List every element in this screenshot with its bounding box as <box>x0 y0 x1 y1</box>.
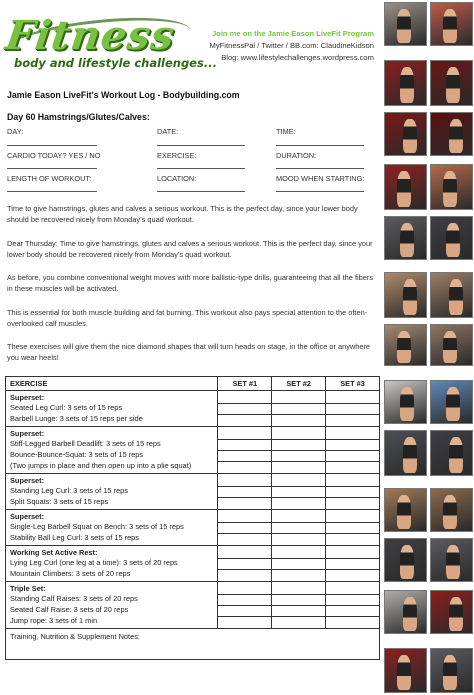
exercise-line: Standing Leg Curl: 3 sets of 15 reps <box>10 486 128 495</box>
logo-word: Fitness <box>2 12 179 59</box>
workout-table <box>5 376 380 660</box>
field-line <box>276 168 364 169</box>
intro-paragraph: As before, you combine conventional weight moves with more ballistic-type drills, guaranteeing that all the fibers in these muscles will be activated. <box>7 273 374 293</box>
exercise-line: Seated Calf Raise: 3 sets of 20 reps <box>10 605 129 614</box>
exercise-line: (Two jumps in place and then open up into a plie squat) <box>10 461 192 470</box>
exercise-photo <box>384 272 427 318</box>
set-1-cell[interactable] <box>218 546 272 582</box>
exercise-line: Single-Leg Barbell Squat on Bench: 3 sets of 15 reps <box>10 522 184 531</box>
social-handles: MyFitnessPal / Twitter / BB.com: ClaudineKidson <box>209 41 374 50</box>
exercise-block <box>6 546 218 582</box>
athlete-figure <box>446 223 460 257</box>
set-3-cell[interactable] <box>326 391 380 427</box>
set-3-cell[interactable] <box>326 474 380 510</box>
athlete-figure <box>403 119 417 153</box>
table-row <box>6 427 380 474</box>
day-title: Day 60 Hamstrings/Glutes/Calves: <box>7 112 150 122</box>
exercise-block <box>6 582 218 629</box>
header-set-2: SET #2 <box>272 377 326 391</box>
athlete-figure <box>449 597 463 631</box>
header-exercise: EXERCISE <box>6 377 218 391</box>
athlete-figure <box>443 495 457 529</box>
set-3-cell[interactable] <box>326 427 380 474</box>
exercise-photo <box>430 324 473 366</box>
set-1-cell[interactable] <box>218 391 272 427</box>
intro-paragraph: Time to give hamstrings, glutes and calves a serious workout. This is the perfect day, since your lower body should be recovered nicely from Monday’s quad workout. <box>7 204 358 224</box>
field-line <box>276 191 364 192</box>
athlete-figure <box>449 119 463 153</box>
intro-paragraph: Dear Thursday: Time to give hamstrings, glutes and calves a serious workout. This is the perfect day, since your lower body should be recovered nicely from Monday’s quad workout. <box>7 239 373 259</box>
field-line <box>7 191 97 192</box>
set-3-cell[interactable] <box>326 510 380 546</box>
exercise-photo <box>430 272 473 318</box>
exercise-photo <box>384 60 427 106</box>
set-1-cell[interactable] <box>218 427 272 474</box>
athlete-figure <box>397 171 411 207</box>
athlete-figure <box>449 279 463 315</box>
social-join: Join me on the Jamie Eason LiveFit Program <box>211 29 374 38</box>
athlete-figure <box>400 545 414 579</box>
field-location: LOCATION: <box>157 174 197 183</box>
field-line <box>157 191 245 192</box>
table-row <box>6 391 380 427</box>
notes-label: Training, Nutrition & Supplement Notes: <box>10 632 140 641</box>
notes-row <box>6 629 380 660</box>
exercise-photo <box>430 216 473 260</box>
exercise-photo <box>430 648 473 693</box>
exercise-photo <box>384 380 427 424</box>
exercise-photo <box>430 430 473 476</box>
exercise-photo <box>384 112 427 156</box>
exercise-photo <box>430 538 473 582</box>
field-exercise: EXERCISE: <box>157 151 197 160</box>
field-duration: DURATION: <box>276 151 317 160</box>
athlete-figure <box>443 9 457 43</box>
doc-title: Jamie Eason LiveFit's Workout Log - Bodybuilding.com <box>7 90 240 100</box>
exercise-line: Split Squats: 3 sets of 15 reps <box>10 497 109 506</box>
athlete-figure <box>397 495 411 529</box>
set-2-cell[interactable] <box>272 391 326 427</box>
athlete-figure <box>403 597 417 631</box>
block-head: Superset: <box>10 429 45 438</box>
exercise-line: Bounce-Bounce-Squat: 3 sets of 15 reps <box>10 450 144 459</box>
table-row <box>6 582 380 629</box>
exercise-photo <box>384 2 427 46</box>
athlete-figure <box>403 279 417 315</box>
header-set-1: SET #1 <box>218 377 272 391</box>
exercise-line: Stability Ball Leg Curl: 3 sets of 15 reps <box>10 533 139 542</box>
exercise-line: Lying Leg Curl (one leg at a time): 3 sets of 20 reps <box>10 558 178 567</box>
table-row <box>6 546 380 582</box>
notes-cell[interactable] <box>6 629 380 660</box>
set-1-cell[interactable] <box>218 474 272 510</box>
athlete-figure <box>446 67 460 103</box>
intro-paragraph: This is essential for both muscle building and fat burning. This workout also pays special attention to the often-overlooked calf muscles. <box>7 308 368 328</box>
photo-strip <box>382 0 474 695</box>
exercise-photo <box>430 380 473 424</box>
exercise-photo <box>384 648 427 693</box>
field-line <box>7 145 97 146</box>
exercise-photo <box>384 430 427 476</box>
exercise-photo <box>430 164 473 210</box>
field-line <box>276 145 364 146</box>
exercise-photo <box>430 112 473 156</box>
exercise-block <box>6 391 218 427</box>
athlete-figure <box>400 223 414 257</box>
field-line <box>7 168 97 169</box>
exercise-line: Mountain Climbers: 3 sets of 20 reps <box>10 569 131 578</box>
block-head: Superset: <box>10 512 45 521</box>
exercise-photo <box>384 164 427 210</box>
exercise-line: Stiff-Legged Barbell Deadlift: 3 sets of 15 reps <box>10 439 161 448</box>
exercise-photo <box>384 216 427 260</box>
exercise-photo <box>384 324 427 366</box>
field-mood: MOOD WHEN STARTING: <box>276 174 365 183</box>
exercise-photo <box>430 60 473 106</box>
block-head: Superset: <box>10 476 45 485</box>
header-set-3: SET #3 <box>326 377 380 391</box>
social-blog: Blog: www.lifestylechallenges.wordpress.com <box>221 53 374 62</box>
exercise-block <box>6 427 218 474</box>
athlete-figure <box>443 331 457 363</box>
exercise-line: Seated Leg Curl: 3 sets of 15 reps <box>10 403 123 412</box>
set-3-cell[interactable] <box>326 546 380 582</box>
logo-tagline: body and lifestyle challenges... <box>14 56 217 70</box>
athlete-figure <box>446 387 460 421</box>
table-header-row <box>6 377 380 391</box>
table-row <box>6 474 380 510</box>
set-2-cell[interactable] <box>272 510 326 546</box>
field-time: TIME: <box>276 127 296 136</box>
set-3-cell[interactable] <box>326 582 380 629</box>
athlete-figure <box>443 171 457 207</box>
set-2-cell[interactable] <box>272 427 326 474</box>
athlete-figure <box>443 655 457 690</box>
field-line <box>157 145 245 146</box>
athlete-figure <box>449 437 463 473</box>
exercise-photo <box>430 590 473 634</box>
fitness-logo <box>2 12 217 78</box>
athlete-figure <box>400 387 414 421</box>
exercise-photo <box>384 590 427 634</box>
table-row <box>6 510 380 546</box>
block-head: Triple Set: <box>10 584 46 593</box>
athlete-figure <box>397 655 411 690</box>
intro-paragraph: These exercises will give them the nice diamond shapes that will turn heads on stage, in the office or anywhere you wear heels! <box>7 342 371 362</box>
athlete-figure <box>397 9 411 43</box>
field-cardio: CARDIO TODAY? YES / NO <box>7 151 101 160</box>
block-head: Superset: <box>10 393 45 402</box>
exercise-photo <box>430 2 473 46</box>
block-head: Working Set Active Rest: <box>10 548 98 557</box>
exercise-line: Standing Calf Raises: 3 sets of 20 reps <box>10 594 138 603</box>
set-2-cell[interactable] <box>272 474 326 510</box>
athlete-figure <box>397 331 411 363</box>
exercise-block <box>6 474 218 510</box>
athlete-figure <box>446 545 460 579</box>
exercise-photo <box>384 488 427 532</box>
exercise-photo <box>384 538 427 582</box>
field-length: LENGTH OF WORKOUT: <box>7 174 92 183</box>
field-day: DAY: <box>7 127 24 136</box>
exercise-block <box>6 510 218 546</box>
field-date: DATE: <box>157 127 179 136</box>
exercise-photo <box>430 488 473 532</box>
exercise-line: Jump rope: 3 sets of 1 min <box>10 616 98 625</box>
set-2-cell[interactable] <box>272 546 326 582</box>
exercise-line: Barbell Lunge: 3 sets of 15 reps per side <box>10 414 143 423</box>
social-info <box>210 28 374 64</box>
athlete-figure <box>400 67 414 103</box>
field-line <box>157 168 245 169</box>
athlete-figure <box>403 437 417 473</box>
set-1-cell[interactable] <box>218 582 272 629</box>
set-2-cell[interactable] <box>272 582 326 629</box>
set-1-cell[interactable] <box>218 510 272 546</box>
